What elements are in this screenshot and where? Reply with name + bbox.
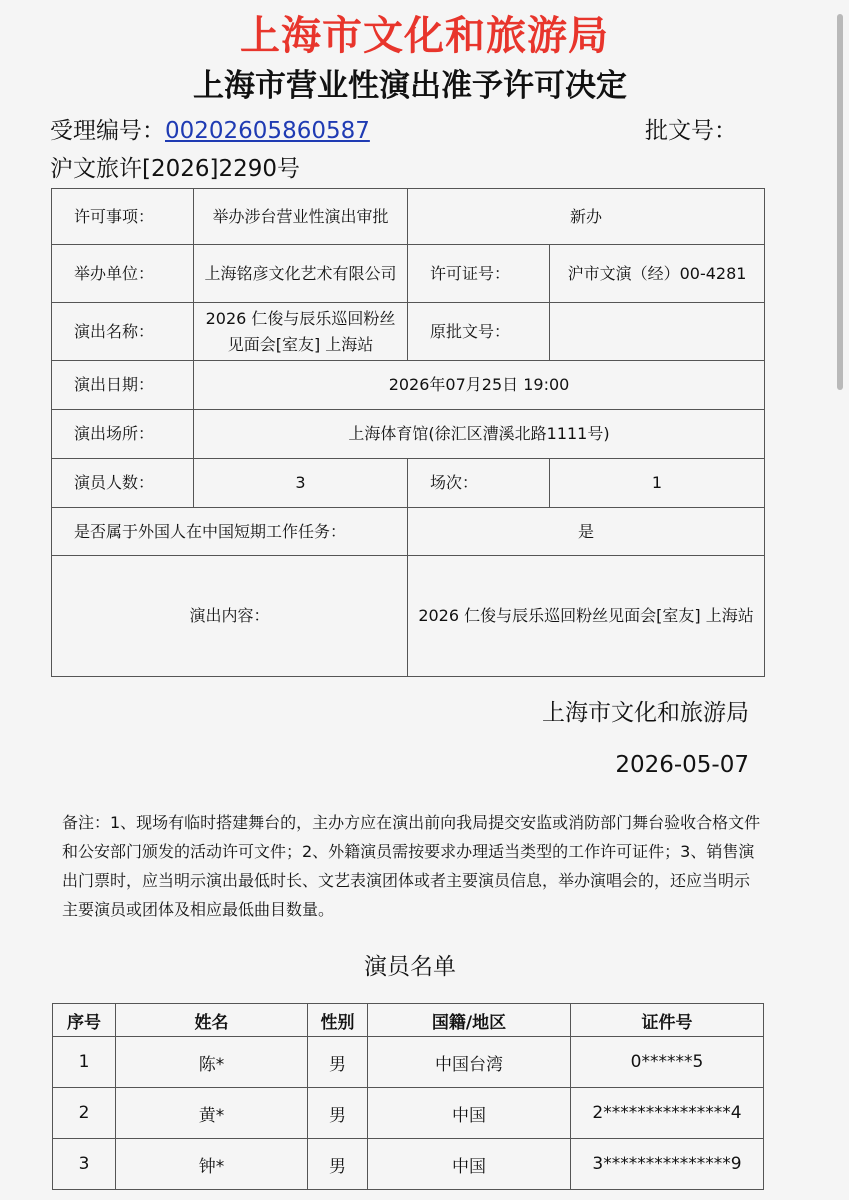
table-header-row bbox=[53, 1004, 764, 1037]
approval-number-label: 批文号： bbox=[645, 118, 737, 144]
acceptance-number-label: 受理编号： bbox=[50, 118, 165, 144]
table-cell: 陈* bbox=[116, 1037, 308, 1088]
table-row bbox=[53, 1139, 764, 1190]
table-cell: 3 bbox=[53, 1139, 116, 1190]
foreign-work-label: 是否属于外国人在中国短期工作任务： bbox=[52, 508, 408, 556]
table-cell: 中国 bbox=[368, 1088, 571, 1139]
table-cell: 男 bbox=[308, 1139, 368, 1190]
item-label: 许可事项： bbox=[52, 189, 194, 245]
license-value: 沪市文演（经）00-4281 bbox=[550, 245, 765, 303]
item-value: 举办涉台营业性演出审批 bbox=[194, 189, 408, 245]
table-cell: 男 bbox=[308, 1088, 368, 1139]
organizer-value: 上海铭彦文化艺术有限公司 bbox=[194, 245, 408, 303]
original-approval-value bbox=[550, 303, 765, 361]
table-cell: 黄* bbox=[116, 1088, 308, 1139]
remarks: 备注：1、现场有临时搭建舞台的，主办方应在演出前向我局提交安监或消防部门舞台验收合格文件和公安部门颁发的活动许可文件；2、外籍演员需按要求办理适当类型的工作许可证件；3、销售演出门票时，应当明示演出最低时长、文艺表演团体或者主要演员信息，举办演唱会的，还应当明示主要演员或团体及相应最低曲目数量。 bbox=[62, 813, 761, 919]
table-cell: 2***************4 bbox=[571, 1088, 764, 1139]
acceptance-number-link[interactable]: 00202605860587 bbox=[165, 118, 370, 144]
column-header: 证件号 bbox=[571, 1004, 764, 1037]
content-label: 演出内容： bbox=[52, 556, 408, 677]
table-cell: 中国 bbox=[368, 1139, 571, 1190]
scrollbar[interactable] bbox=[837, 14, 843, 390]
document-title: 上海市营业性演出准予许可决定 bbox=[193, 68, 627, 104]
issue-date: 2026-05-07 bbox=[615, 752, 749, 778]
sessions-value: 1 bbox=[550, 459, 765, 508]
original-approval-label: 原批文号： bbox=[408, 303, 550, 361]
date-value: 2026年07月25日 19:00 bbox=[194, 361, 765, 410]
table-cell: 男 bbox=[308, 1037, 368, 1088]
table-cell: 钟* bbox=[116, 1139, 308, 1190]
performer-count-value: 3 bbox=[194, 459, 408, 508]
organizer-label: 举办单位： bbox=[52, 245, 194, 303]
performers-table bbox=[52, 1003, 764, 1190]
item-type: 新办 bbox=[408, 189, 765, 245]
column-header: 姓名 bbox=[116, 1004, 308, 1037]
show-name-value: 2026 仁俊与辰乐巡回粉丝见面会[室友] 上海站 bbox=[194, 303, 408, 361]
table-cell: 2 bbox=[53, 1088, 116, 1139]
foreign-work-value: 是 bbox=[408, 508, 765, 556]
performers-heading: 演员名单 bbox=[364, 954, 456, 980]
table-row bbox=[53, 1037, 764, 1088]
venue-label: 演出场所： bbox=[52, 410, 194, 459]
agency-title: 上海市文化和旅游局 bbox=[240, 13, 609, 59]
permit-details-table bbox=[51, 188, 765, 677]
show-name-label: 演出名称： bbox=[52, 303, 194, 361]
issuer-name: 上海市文化和旅游局 bbox=[542, 700, 749, 726]
venue-value: 上海体育馆(徐汇区漕溪北路1111号) bbox=[194, 410, 765, 459]
table-cell: 中国台湾 bbox=[368, 1037, 571, 1088]
performer-count-label: 演员人数： bbox=[52, 459, 194, 508]
content-value: 2026 仁俊与辰乐巡回粉丝见面会[室友] 上海站 bbox=[408, 556, 765, 677]
column-header: 序号 bbox=[53, 1004, 116, 1037]
acceptance-number-row bbox=[50, 112, 370, 145]
license-label: 许可证号： bbox=[408, 245, 550, 303]
date-label: 演出日期： bbox=[52, 361, 194, 410]
column-header: 性别 bbox=[308, 1004, 368, 1037]
table-cell: 3***************9 bbox=[571, 1139, 764, 1190]
table-cell: 1 bbox=[53, 1037, 116, 1088]
approval-number: 沪文旅许[2026]2290号 bbox=[50, 156, 301, 182]
table-cell: 0******5 bbox=[571, 1037, 764, 1088]
table-row bbox=[53, 1088, 764, 1139]
column-header: 国籍/地区 bbox=[368, 1004, 571, 1037]
sessions-label: 场次： bbox=[408, 459, 550, 508]
